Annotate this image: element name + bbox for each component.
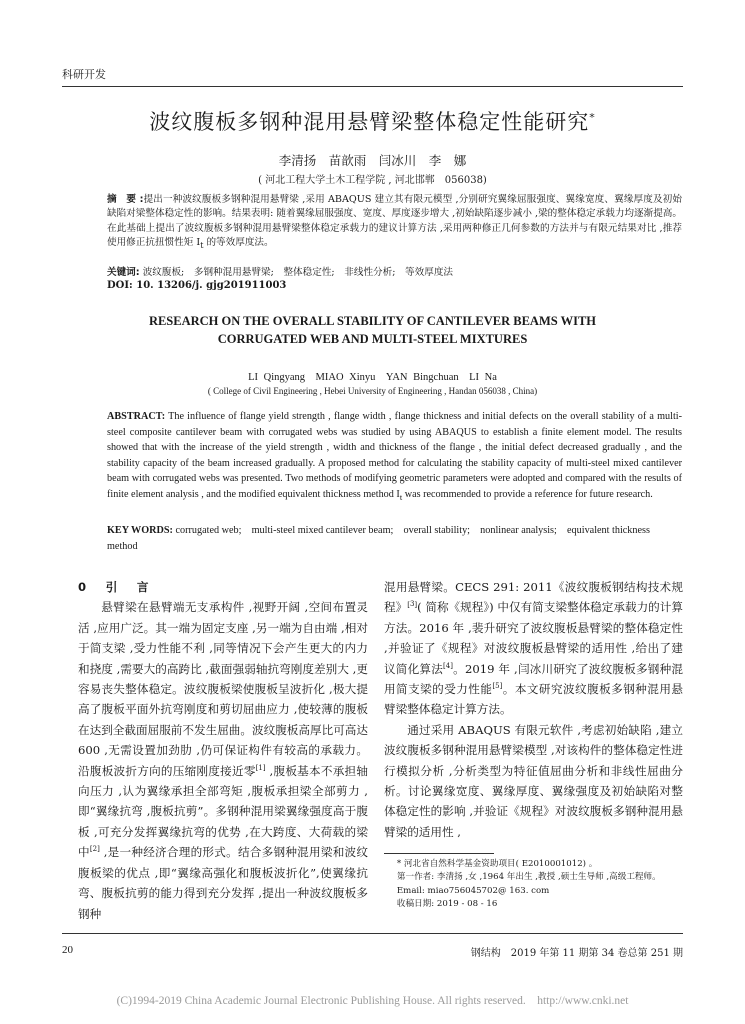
footer-rule <box>62 933 683 934</box>
abstract-en-tail: was recommended to provide a reference for future research. <box>402 488 653 500</box>
abstract-cn-text: 提出一种波纹腹板多钢种混用悬臂梁 ,采用 ABAQUS 建立其有限元模型 ,分别研究翼缘屈服强度、翼缘宽度、翼缘厚度及初始缺陷对梁整体稳定性的影响。结果表明: 随着翼缘屈服强度、宽度、厚度逐步增大 ,初始缺陷逐步减小 ,梁的整体稳定承载力均逐渐提高。在此基础上提出了波纹腹板多钢种混用悬臂梁整体稳定承载力的建议计算方法 ,采用两种修正几何参数的方法并与有限元结果对比 ,推荐使用修正抗扭惯性矩 I <box>107 194 682 248</box>
abstract-cn <box>107 193 682 253</box>
footnotes <box>384 858 683 911</box>
body-text: 混用悬臂梁。CECS 291: 2011《波纹腹板钢结构技术规程》 <box>384 580 683 615</box>
body-paragraph <box>384 577 683 720</box>
authors-en: LI Qingyang MIAO Xinyu YAN Bingchuan LI Na <box>248 372 497 383</box>
citation-ref: [ $^2$ ] <box>90 845 100 853</box>
title-text: 波纹腹板多钢种混用悬臂梁整体稳定性能研究 <box>149 110 590 134</box>
footnote-fund: * 河北省自然科学基金资助项目( E2010001012) 。 <box>396 859 598 869</box>
section-label: 科研开发 <box>62 68 106 81</box>
title-footnote-mark: * <box>589 111 596 124</box>
keywords-cn <box>107 264 682 278</box>
citation-ref: [ $^3$ ] <box>407 601 417 609</box>
body-column-left <box>78 577 368 924</box>
section-number: 0 <box>78 580 91 594</box>
authors-cn: 李清扬 苗歆雨 闫冰川 李 娜 <box>278 153 467 168</box>
footnote-received: 收稿日期: 2019 - 08 - 16 <box>396 898 498 909</box>
abstract-cn-label: 摘 要 : <box>107 194 144 205</box>
article-title-en <box>62 312 683 348</box>
abstract-cn-subscript: t <box>200 240 204 250</box>
abstract-en-label: ABSTRACT: <box>107 411 166 422</box>
body-text: ,是一种经济合理的形式。结合多钢种混用梁和波纹腹板梁的优点 ,即“翼缘高强化和腹板波折化”,使翼缘抗弯、腹板抗剪的能力得到充分发挥 ,提出一种波纹腹板多钢种 <box>78 845 368 921</box>
abstract-en-subscript: t <box>399 492 403 502</box>
abstract-cn-tail: 的等效厚度法。 <box>203 236 274 248</box>
journal-info: 钢结构 2019 年第 11 期第 34 卷总第 251 期 <box>470 948 683 959</box>
footnote-email: Email: miao756045702@ 163. com <box>396 885 550 896</box>
body-column-right <box>384 577 683 842</box>
title-en-line1: RESEARCH ON THE OVERALL STABILITY OF CANTILEVER BEAMS WITH <box>148 314 597 328</box>
citation-ref: [ $^1$ ] <box>256 764 266 772</box>
body-text: 。本文研究波纹腹板多钢种混用悬臂梁整体稳定计算方法。 <box>384 682 683 717</box>
page-number: 20 <box>62 944 73 956</box>
keywords-en-text: corrugated web; multi-steel mixed cantilever beam; overall stability; nonlinear analysis; equivalent thickness method <box>107 525 650 552</box>
section-title: 引 言 <box>105 580 153 594</box>
keywords-cn-text: 波纹腹板; 多钢种混用悬臂梁; 整体稳定性; 非线性分析; 等效厚度法 <box>142 267 454 278</box>
body-text: 。2019 年 ,闫冰川研究了波纹腹板多钢种混用简支梁的受力性能 <box>384 661 683 697</box>
affiliation-cn: ( 河北工程大学土木工程学院 , 河北邯郸 056038) <box>258 175 487 186</box>
keywords-en <box>107 523 682 554</box>
citation-ref: [ $^4$ ] <box>443 662 453 670</box>
title-en-line2: CORRUGATED WEB AND MULTI-STEEL MIXTURES <box>217 332 528 346</box>
body-paragraph <box>78 597 368 924</box>
body-text: ,腹板基本不承担轴向压力 ,认为翼缘承担全部弯矩 ,腹板承担梁全部剪力 ,即“翼缘抗弯 ,腹板抗剪”。多钢种混用梁翼缘强度高于腹板 ,可充分发挥翼缘抗弯的优势 ,在大跨度、大荷载的梁中 <box>78 763 368 860</box>
abstract-en <box>107 409 682 506</box>
footnote-author: 第一作者: 李清扬 ,女 ,1964 年出生 ,教授 ,硕士生导师 ,高级工程师。 <box>396 872 661 883</box>
body-text: ( 简称《规程》) 中仅有简支梁整体稳定承载力的计算方法。2016 年 ,裴升研究了波纹腹板悬臂梁的整体稳定性 ,并验证了《规程》对波纹腹板悬臂梁的适用性 ,给出了建议简化算法 <box>384 600 683 676</box>
body-paragraph: 通过采用 ABAQUS 有限元软件 ,考虑初始缺陷 ,建立波纹腹板多钢种混用悬臂梁模型 ,对该构件的整体稳定性进行模拟分析 ,分析类型为特征值屈曲分析和非线性屈曲分析。讨论翼缘宽度、翼缘厚度、翼缘强度及初始缺陷对整体稳定性的影响 ,并验证《规程》对波纹腹板多钢种混用悬臂梁的适用性 , <box>384 722 683 839</box>
abstract-en-text: The influence of flange yield strength , flange width , flange thickness and initial defects on the overall stability of a multi-steel composite cantilever beam with corrugated webs was studied by using ABAQUS to establish a finite element model. The results showed that with the increase of the yield strength , width and thickness of the flange , the initial defect decreased gradually , and the stability capacity of the beam increased gradually. A proposed method for calculating the stability capacity of multi-steel mixed cantilever beam with corrugated webs was presented. Two methods of modifying geometric parameters were adopted and compared with the results of finite element analysis , and the modified equivalent thickness method I <box>107 411 682 500</box>
section-heading <box>78 577 368 597</box>
citation-ref: [ $^5$ ] <box>492 682 502 690</box>
keywords-cn-label: 关键词: <box>107 267 140 278</box>
keywords-en-label: KEY WORDS: <box>107 525 173 536</box>
affiliation-en: ( College of Civil Engineering , Hebei University of Engineering , Handan 056038 , China) <box>207 386 538 396</box>
doi: DOI: 10. 13206/j. gjg201911003 <box>107 280 287 291</box>
copyright-notice: (C)1994-2019 China Academic Journal Electronic Publishing House. All rights reserved. http://www.cnki.net <box>116 995 629 1007</box>
article-title-cn <box>62 106 683 136</box>
footnote-rule <box>384 853 494 854</box>
body-text: 悬臂梁在悬臂端无支承构件 ,视野开阔 ,空间布置灵活 ,应用广泛。其一端为固定支座 ,另一端为自由端 ,相对于简支梁 ,受力性能不利 ,同等情况下会产生更大的内力和挠度 ,需要大的高跨比 ,截面强弱轴抗弯刚度差别大 ,更容易丧失整体稳定。波纹腹板梁使腹板呈波折化 ,极大提高了腹板平面外抗弯刚度和剪切屈曲应力 ,使较薄的腹板在达到全截面屈服前不发生屈曲。波纹腹板高厚比可高达 600 ,无需设置加劲肋 ,仍可保证构件有较高的承载力。沿腹板波折方向的压缩刚度接近零 <box>78 600 368 778</box>
header-rule <box>62 86 683 87</box>
